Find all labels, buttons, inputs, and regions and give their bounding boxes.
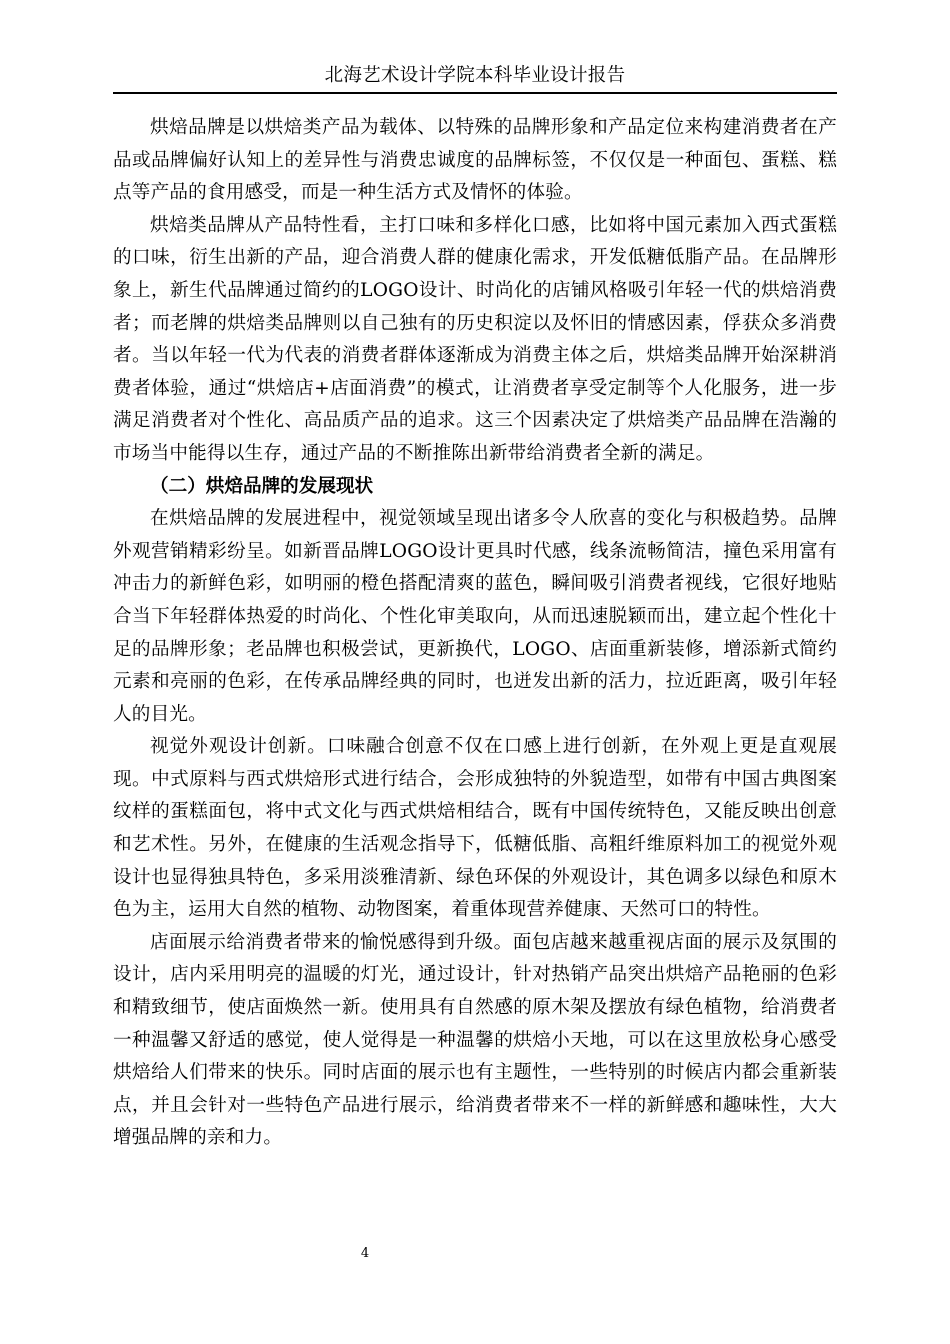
paragraph-visual-design-innovation: 视觉外观设计创新。口味融合创意不仅在口感上进行创新，在外观上更是直观展现。中式原料与西式烘焙形式进行结合，会形成独特的外貌造型，如带有中国古典图案纹样的蛋糕面包，将中式文化与西式烘焙相结合，既有中国传统特色，又能反映出创意和艺术性。另外，在健康的生活观念指导下，低糖低脂、高粗纤维原料加工的视觉外观设计也显得独具特色，多采用淡雅清新、绿色环保的外观设计，其色调多以绿色和原木色为主，运用大自然的植物、动物图案，着重体现营养健康、天然可口的特性。 <box>113 736 837 921</box>
header-divider <box>113 92 837 94</box>
page-header-title: 北海艺术设计学院本科毕业设计报告 <box>324 65 626 86</box>
document-body <box>113 112 837 1155</box>
section-heading-development-status: （二）烘焙品牌的发展现状 <box>150 475 374 497</box>
paragraph-brand-characteristics: 烘焙类品牌从产品特性看，主打口味和多样化口感，比如将中国元素加入西式蛋糕的口味，衍生出新的产品，迎合消费人群的健康化需求，开发低糖低脂产品。在品牌形象上，新生代品牌通过简约的LOGO设计、时尚化的店铺风格吸引年轻一代的烘焙消费者；而老牌的烘焙类品牌则以自己独有的历史积淀以及怀旧的情感因素，俘获众多消费者。当以年轻一代为代表的消费者群体逐渐成为消费主体之后，烘焙类品牌开始深耕消费者体验，通过“烘焙店+店面消费”的模式，让消费者享受定制等个人化服务，进一步满足消费者对个性化、高品质产品的追求。这三个因素决定了烘焙类产品品牌在浩瀚的市场当中能得以生存，通过产品的不断推陈出新带给消费者全新的满足。 <box>113 214 837 464</box>
paragraph-store-display: 店面展示给消费者带来的愉悦感得到升级。面包店越来越重视店面的展示及氛围的设计，店内采用明亮的温暖的灯光，通过设计，针对热销产品突出烘焙产品艳丽的色彩和精致细节，使店面焕然一新。使用具有自然感的原木架及摆放有绿色植物，给消费者一种温馨又舒适的感觉，使人觉得是一种温馨的烘焙小天地，可以在这里放松身心感受烘焙给人们带来的快乐。同时店面的展示也有主题性，一些特别的时候店内都会重新装点，并且会针对一些特色产品进行展示，给消费者带来不一样的新鲜感和趣味性，大大增强品牌的亲和力。 <box>113 931 837 1149</box>
paragraph-visual-trends: 在烘焙品牌的发展进程中，视觉领域呈现出诸多令人欣喜的变化与积极趋势。品牌外观营销精彩纷呈。如新晋品牌LOGO设计更具时代感，线条流畅简洁，撞色采用富有冲击力的新鲜色彩，如明丽的橙色搭配清爽的蓝色，瞬间吸引消费者视线，它很好地贴合当下年轻群体热爱的时尚化、个性化审美取向，从而迅速脱颖而出，建立起个性化十足的品牌形象；老品牌也积极尝试，更新换代，LOGO、店面重新装修，增添新式简约元素和亮丽的色彩，在传承品牌经典的同时，也迸发出新的活力，拉近距离，吸引年轻人的目光。 <box>113 508 837 725</box>
page-number: 4 <box>360 1246 370 1261</box>
paragraph-brand-definition: 烘焙品牌是以烘焙类产品为载体、以特殊的品牌形象和产品定位来构建消费者在产品或品牌偏好认知上的差异性与消费忠诚度的品牌标签，不仅仅是一种面包、蛋糕、糕点等产品的食用感受，而是一种生活方式及情怀的体验。 <box>113 117 837 204</box>
